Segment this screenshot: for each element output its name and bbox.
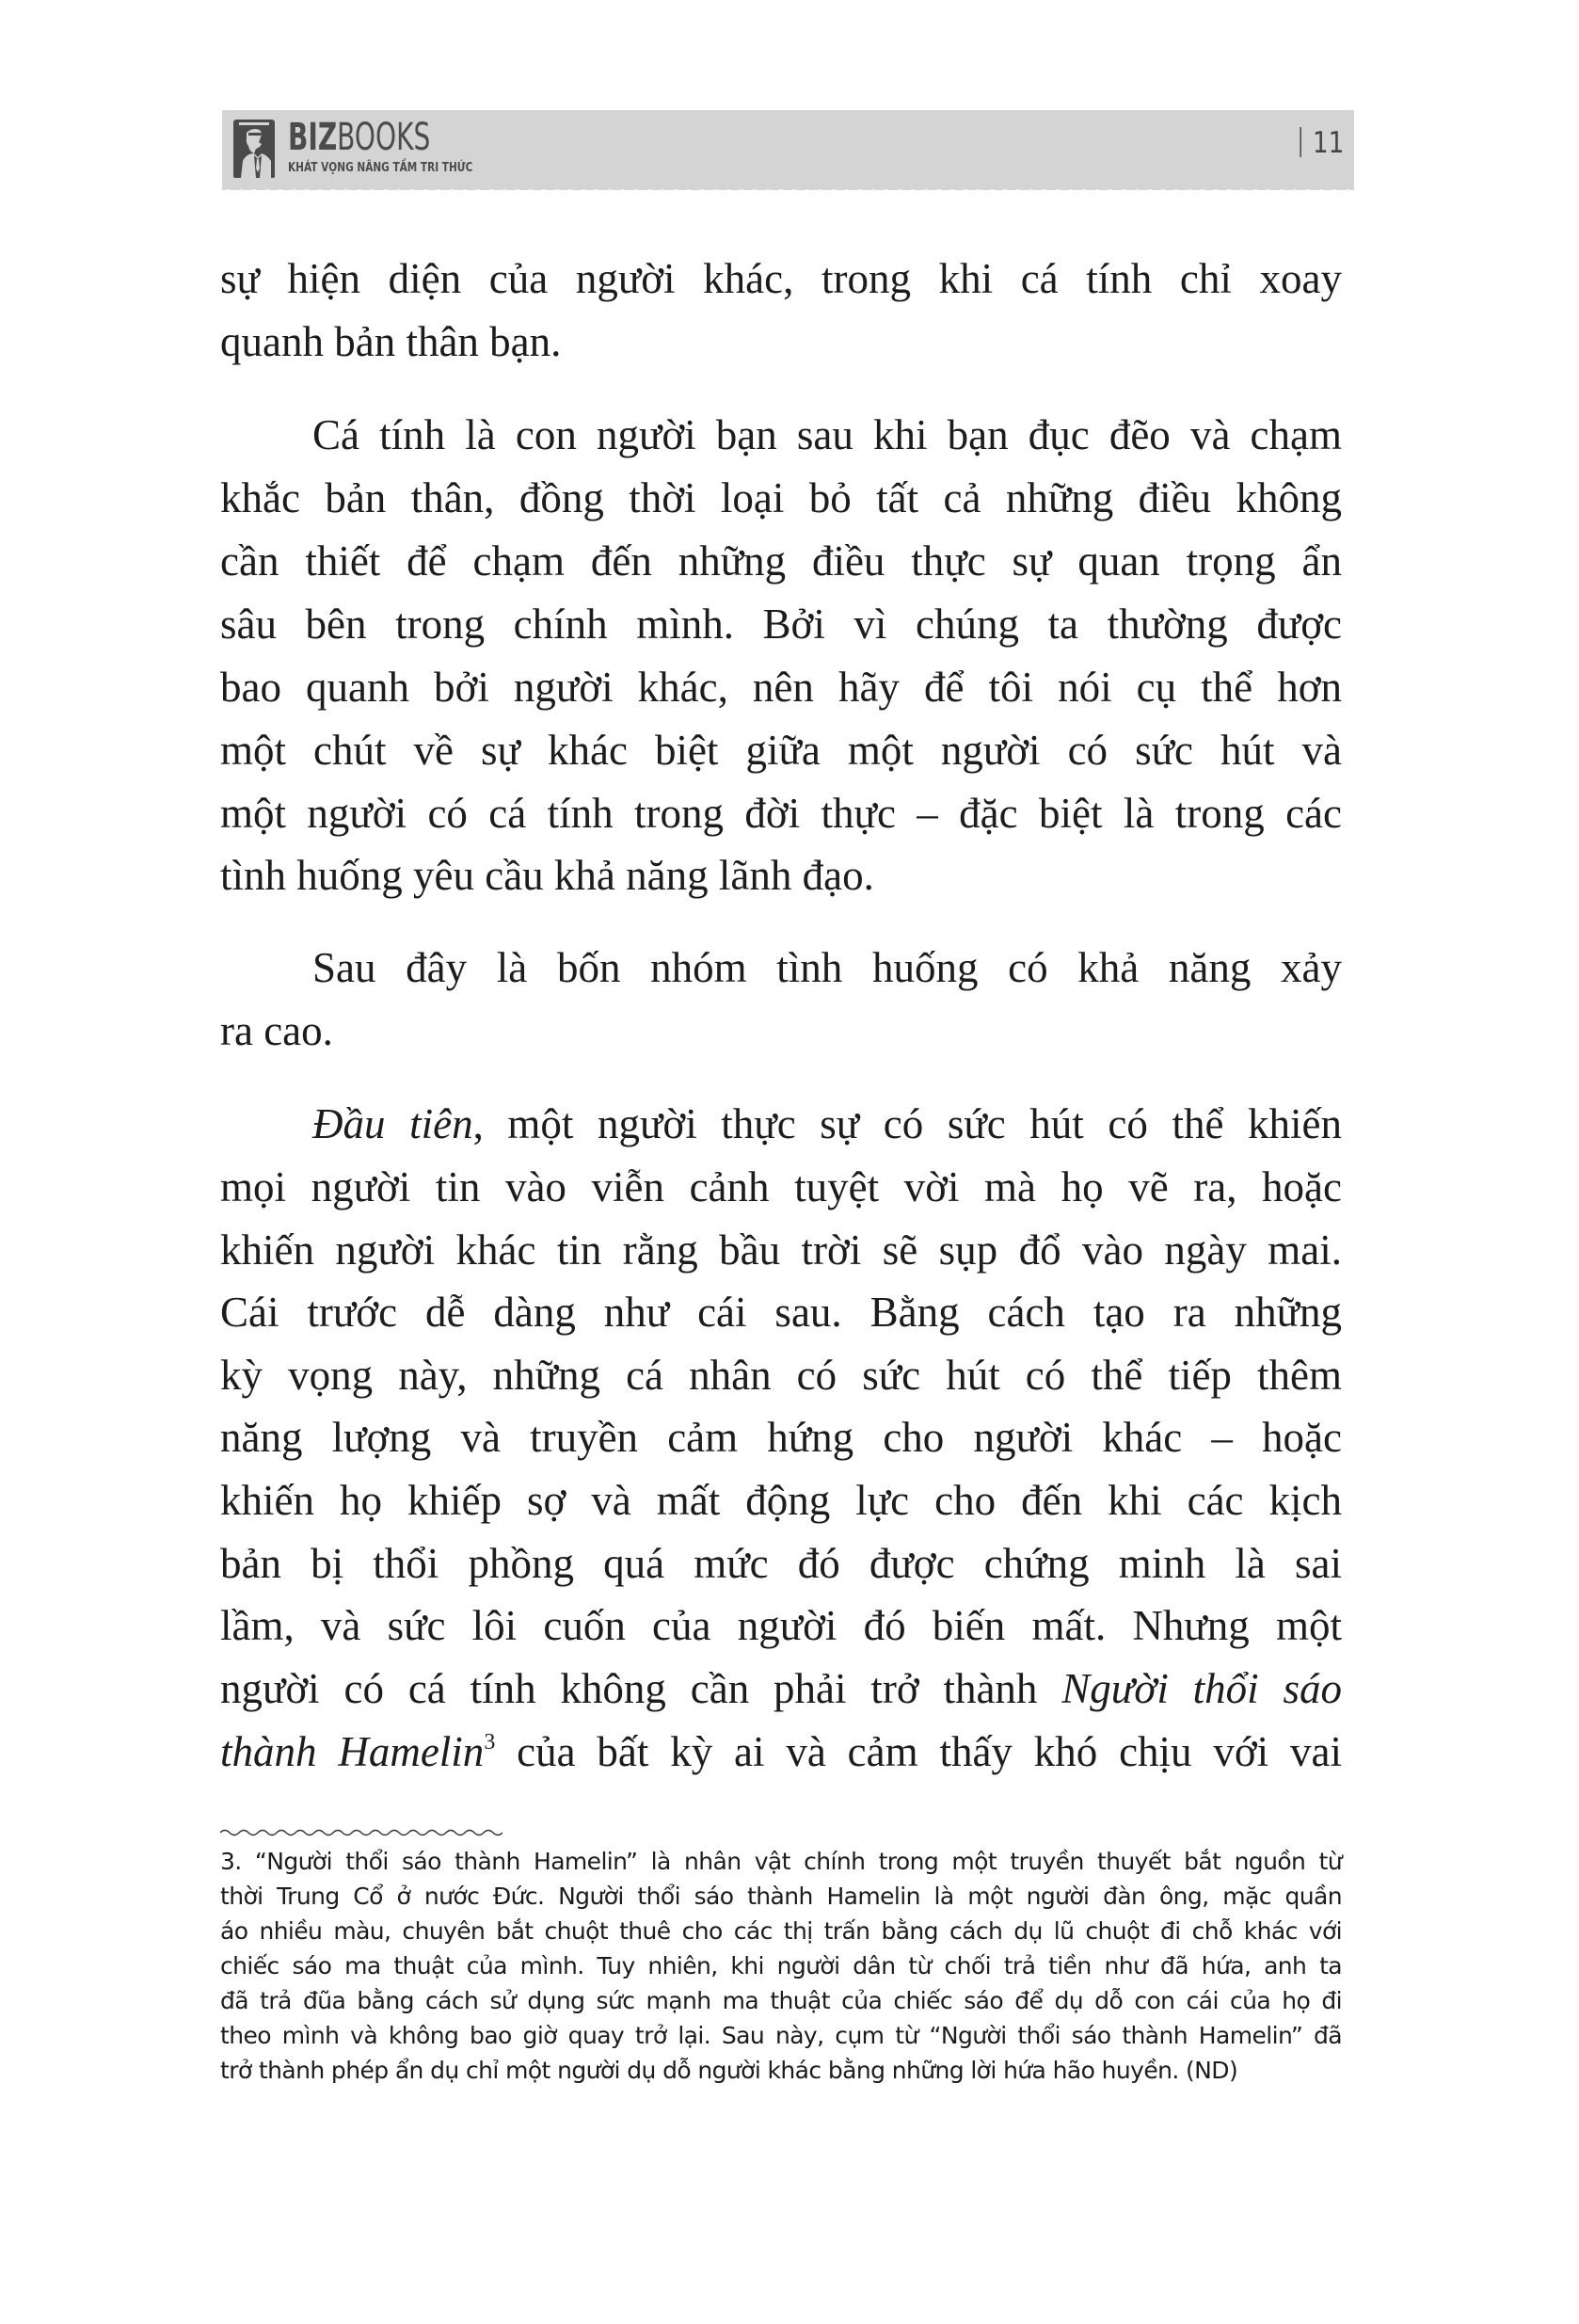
text-line: tình huống yêu cầu khả năng lãnh đạo. [220, 852, 874, 899]
text-line [312, 1096, 1342, 1152]
footnote-line: theo mình và không bao giờ quay trở lại. Sau này, cụm từ “Người thổi sáo thành Hamelin” đã [220, 2022, 1342, 2049]
text-line: lầm, và sức lôi cuốn của người đó biến mất. Nhưng một [220, 1602, 1342, 1649]
text-line: một người có cá tính trong đời thực – đặc biệt là trong các [220, 790, 1342, 837]
page-number-separator [1300, 127, 1301, 157]
text-line: mọi người tin vào viễn cảnh tuyệt vời mà họ vẽ ra, hoặc [220, 1163, 1342, 1210]
text-span: người có cá tính không cần phải trở thành [220, 1665, 1062, 1712]
text-line: năng lượng và truyền cảm hứng cho người khác – hoặc [220, 1414, 1342, 1461]
page-number [1300, 126, 1344, 160]
text-line: khắc bản thân, đồng thời loại bỏ tất cả những điều không [220, 474, 1342, 521]
brand-name-bold: BIZ [288, 116, 338, 159]
text-line: khiến họ khiếp sợ và mất động lực cho đến khi các kịch [220, 1477, 1342, 1524]
text-line: cần thiết để chạm đến những điều thực sự quan trọng ẩn [220, 537, 1342, 585]
brand-logo [288, 117, 525, 175]
footnote-line: trở thành phép ẩn dụ chỉ một người dụ dỗ người khác bằng những lời hứa hão huyền. (ND) [220, 2057, 1238, 2084]
emphasis-text: Đầu tiên [312, 1100, 473, 1147]
emphasis-text: Người thổi sáo [1061, 1665, 1342, 1712]
text-line: sự hiện diện của người khác, trong khi cá tính chỉ xoay [220, 255, 1342, 302]
footnote-reference-link[interactable]: 3 [484, 1730, 496, 1755]
footnote-line: thời Trung Cổ ở nước Đức. Người thổi sáo thành Hamelin là một người đàn ông, mặc quần [220, 1883, 1342, 1910]
text-line: sâu bên trong chính mình. Bởi vì chúng ta thường được [220, 601, 1342, 648]
text-line: một chút về sự khác biệt giữa một người có sức hút và [220, 727, 1342, 774]
footnote-line: đã trả đũa bằng cách sử dụng sức mạnh ma thuật của chiếc sáo để dụ dỗ con cái của họ đi [220, 1987, 1342, 2014]
header-scalloped-edge [222, 186, 1354, 194]
text-span: , một người thực sự có sức hút có thể khiến [472, 1100, 1342, 1147]
text-line: Sau đây là bốn nhóm tình huống có khả năng xảy [312, 944, 1342, 991]
page-number-value: 11 [1312, 126, 1344, 160]
text-line: Cá tính là con người bạn sau khi bạn đục đẽo và chạm [312, 411, 1342, 458]
footnote-line: áo nhiều màu, chuyên bắt chuột thuê cho các thị trấn bằng cách dụ lũ chuột đi chỗ khác với [220, 1917, 1342, 1945]
brand-name-light: BOOKS [337, 116, 431, 159]
emphasis-text: thành Hamelin [220, 1728, 485, 1775]
text-line: bản bị thổi phồng quá mức đó được chứng minh là sai [220, 1540, 1342, 1587]
footnote-line: chiếc sáo ma thuật của mình. Tuy nhiên, khi người dân từ chối trả tiền như đã hứa, anh ta [220, 1952, 1342, 1979]
footnote-line: 3. “Người thổi sáo thành Hamelin” là nhân vật chính trong một truyền thuyết bắt nguồn từ [220, 1848, 1342, 1875]
text-span: của bất kỳ ai và cảm thấy khó chịu với vai [495, 1728, 1342, 1775]
wavy-line-icon [220, 1826, 502, 1839]
man-in-suit-logo-icon [233, 120, 275, 178]
text-line: bao quanh bởi người khác, nên hãy để tôi nói cụ thể hơn [220, 664, 1342, 711]
text-line: ra cao. [220, 1007, 333, 1054]
text-line: quanh bản thân bạn. [220, 318, 562, 365]
text-line: Cái trước dễ dàng như cái sau. Bằng cách tạo ra những [220, 1289, 1342, 1336]
text-line: khiến người khác tin rằng bầu trời sẽ sụp đổ vào ngày mai. [220, 1226, 1342, 1274]
brand-name [288, 117, 472, 158]
text-line: kỳ vọng này, những cá nhân có sức hút có thể tiếp thêm [220, 1352, 1342, 1399]
brand-tagline: KHÁT VỌNG NÂNG TẦM TRI THỨC [288, 160, 473, 175]
text-line [220, 1660, 1342, 1717]
text-line [220, 1723, 1342, 1780]
